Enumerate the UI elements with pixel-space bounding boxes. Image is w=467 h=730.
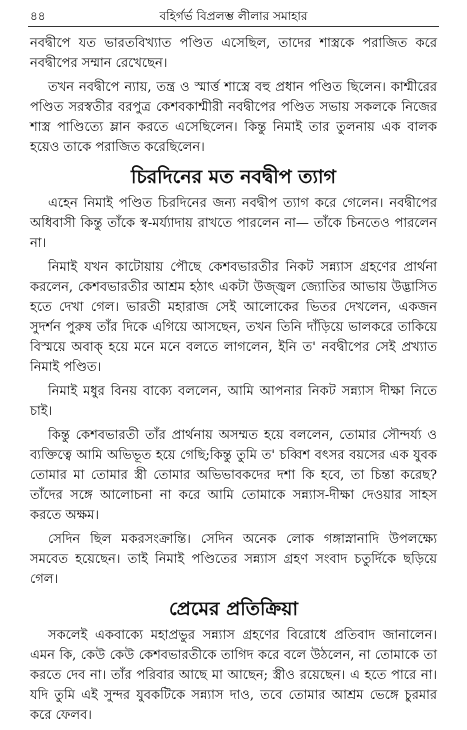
page-header (28, 8, 439, 27)
section-heading: প্রেমের প্রতিক্রিয়া (168, 598, 299, 620)
paragraph: সকলেই একবাক্যে মহাপ্রভুর সন্ন্যাস গ্রহণের বিরোধে প্রতিবাদ জানালেন। এমন কি, কেউ কেউ কেশবভারতীকে তাগিদ করে বলে উঠলেন, না তোমাকে তা করতে দেব না। তাঁর পরিবার আছে মা আছেন; স্ত্রীও রয়েছেন। এ হতে পারে না। যদি তুমি এই সুন্দর যুবকটিকে সন্ন্যাস দাও, তবে তোমার আশ্রম ভেঙ্গে চুরমার করে ফেলব। (30, 628, 437, 723)
running-title: বহির্গর্ভ বিপ্রলম্ভ লীলার সমাহার (159, 9, 308, 23)
paragraph: নবদ্বীপে যত ভারতবিখ্যাত পণ্ডিত এসেছিল, তাদের শাস্ত্রকে পরাজিত করে নবদ্বীপের সম্মান রেখেছেন। (30, 36, 437, 71)
paragraph: কিন্তু কেশবভারতী তাঁর প্রার্থনায় অসম্মত হয়ে বললেন, তোমার সৌন্দর্য্য ও ব্যক্তিত্বে আমি অভিভূত হয়ে গেছি;কিন্তু তুমি ত' চব্বিশ বৎসর বয়সের এক যুবক তোমার মা তোমার স্ত্রী তোমার অভিভাবকদের দশা কি হবে, তা চিন্তা করেছ? তাঁদের সঙ্গে আলোচনা না করে আমি তোমাকে সন্ন্যাস-দীক্ষা দেওয়ার সাহস করতে অক্ষম। (30, 428, 437, 523)
paragraph: নিমাই মধুর বিনয় বাক্যে বললেন, আমি আপনার নিকট সন্ন্যাস দীক্ষা নিতে চাই। (30, 384, 437, 419)
section-heading: চিরদিনের মত নবদ্বীপ ত্যাগ (131, 166, 336, 188)
page-number: ৪৪ (30, 9, 46, 23)
paragraph: নিমাই যখন কাটোয়ায় পৌছে কেশবভারতীর নিকট সন্ন্যাস গ্রহণের প্রার্থনা করলেন, কেশবভারতীর আশ্রম হঠাৎ একটা উজ্জ্বল জ্যোতির আভায় উদ্ভাসিত হতে দেখা গেল। ভারতী মহারাজ সেই আলোকের ভিতর দেখলেন, একজন সুদর্শন পুরুষ তাঁর দিকে এগিয়ে আসছেন, তখন তিনি দাঁড়িয়ে ভালকরে তাকিয়ে বিস্ময়ে অবাক্ হয়ে মনে মনে বলতে লাগলেন, ইনি ত' নবদ্বীপের সেই প্রখ্যাত নিমাই পণ্ডিত। (30, 260, 437, 375)
page-body (30, 34, 437, 730)
paragraph: সেদিন ছিল মকরসংক্রান্তি। সেদিন অনেক লোক গঙ্গাস্নানাদি উপলক্ষ্যে সমবেত হয়েছেন। তাই নিমাই পণ্ডিতের সন্ন্যাস গ্রহণ সংবাদ চতুর্দিকে ছড়িয়ে গেল। (30, 532, 437, 587)
paragraph: এহেন নিমাই পণ্ডিত চিরদিনের জন্য নবদ্বীপ ত্যাগ করে গেলেন। নবদ্বীপের অধিবাসী কিন্তু তাঁকে স্ব-মর্য্যাদায় রাখতে পারলেন না— তাঁকে চিনতেও পারলেন না। (30, 196, 437, 251)
paragraph: তখন নবদ্বীপে ন্যায়, তন্ত্র ও স্মার্ত্ত শাস্ত্রে বহু প্রধান পণ্ডিত ছিলেন। কাশ্মীরের পণ্ডিত সরস্বতীর বরপুত্র কেশবকাশ্মীরী নবদ্বীপের পণ্ডিত সভায় সকলকে নিজের শাস্ত্র পাণ্ডিত্যে ম্লান করতে এসেছিলেন। কিন্তু নিমাই তার তুলনায় এক বালক হয়েও তাকে পরাজিত করেছিলেন। (30, 80, 437, 155)
